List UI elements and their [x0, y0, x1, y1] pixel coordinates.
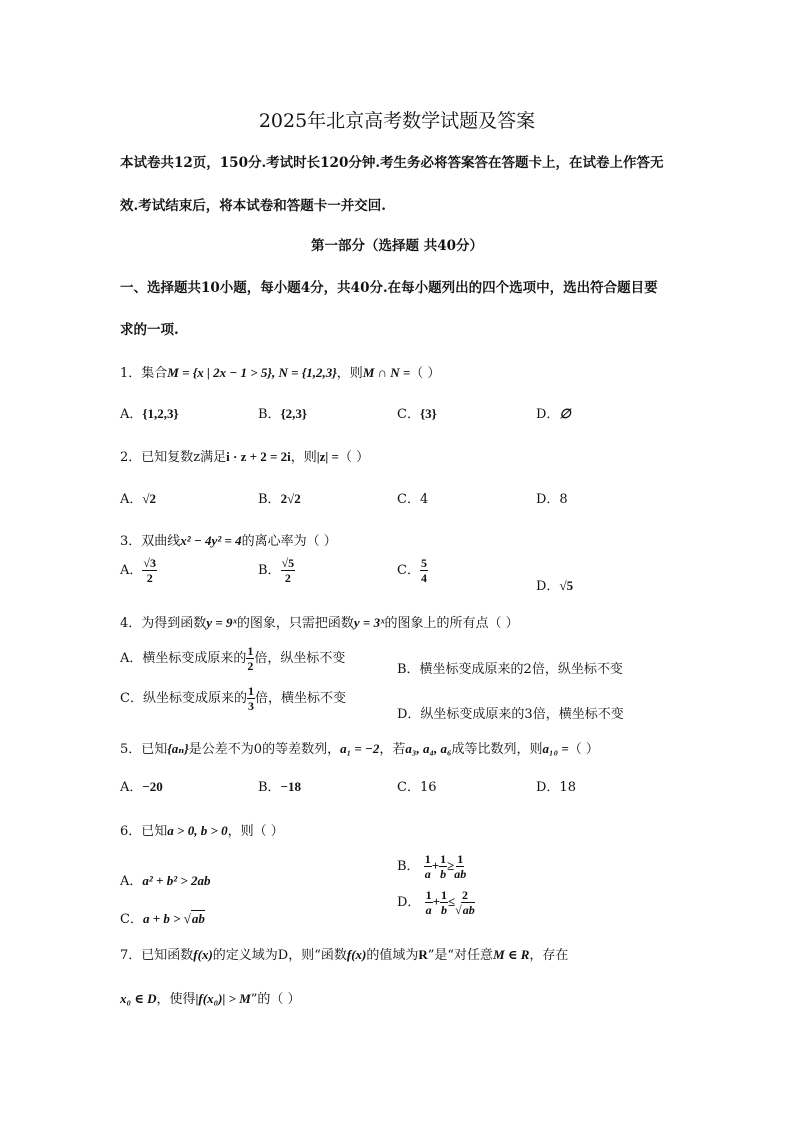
q3-option-d: D．√5: [536, 578, 574, 594]
q2-mid: ，则: [290, 450, 317, 465]
q5-math3: a₃, a₄, a₆: [405, 741, 452, 756]
q1-option-a: A．{1,2,3}: [120, 406, 179, 422]
section-instruction-2: 求的一项.: [120, 322, 179, 338]
q4-option-d: D．纵坐标变成原来的3倍，横坐标不变: [397, 707, 624, 722]
q6-math: a > 0, b > 0: [167, 823, 228, 838]
q3-option-b: B． $\frac{√5}{2}$: [258, 556, 295, 585]
question-3: [120, 530, 337, 549]
question-1: [120, 362, 440, 381]
q5-math4: a₁₀ =: [542, 741, 569, 756]
q7-math3: R: [418, 947, 428, 962]
question-2: [120, 446, 369, 465]
q2-math2: |z| =: [316, 449, 339, 464]
q5-math2: a₁ = −2: [340, 741, 380, 756]
q2-option-d: D．8: [536, 492, 568, 507]
question-6: 6．已知a > 0, b > 0，则（ ）: [120, 823, 284, 839]
q7-line2-math2: |f(x₀)| > M: [195, 991, 251, 1006]
q3-option-a: A． $\frac{√3}{2}$: [120, 556, 156, 585]
q3-math: x² − 4y² = 4: [180, 533, 242, 548]
q5-option-d: D．18: [536, 780, 576, 795]
q4-option-a: A．横坐标变成原来的 $\frac{1}{2}$ 倍，纵坐标不变: [120, 644, 346, 673]
q5-math: {aₙ}: [167, 741, 189, 756]
q4-option-c: C．纵坐标变成原来的 $\frac{1}{3}$ 倍，横坐标不变: [120, 684, 346, 713]
q2-option-a: A．√2: [120, 491, 157, 507]
q2-suffix: （ ）: [338, 450, 370, 465]
q1-prefix: 1．集合: [120, 366, 168, 381]
q5-option-c: C．16: [397, 780, 437, 795]
q1-suffix: （ ）: [410, 366, 441, 381]
q4-math2: y = 3ˣ: [353, 615, 385, 630]
question-5: 5．已知{aₙ}是公差不为0的等差数列，a₁ = −2，若a₃, a₄, a₆成等比数列，则a₁₀ =（ ）: [120, 741, 599, 757]
q1-math: M = {x | 2x − 1 > 5}, N = {1,2,3}: [167, 365, 337, 380]
q1-option-d: D．∅: [536, 406, 571, 422]
part-heading: 第一部分（选择题 共40分）: [311, 238, 483, 254]
intro-line-2: 效.考试结束后，将本试卷和答题卡一并交回.: [120, 198, 386, 214]
q6-option-d: D． $\frac{1}{a}$ + $\frac{1}{b}$ ≤ $\frac{2}{√ab}$: [397, 888, 475, 917]
question-7: 7．已知函数f(x)的定义域为D，则“函数f(x)的值域为R”是“对任意M ∈ R，存在: [120, 947, 569, 963]
section-instruction-1: 一、选择题共10小题，每小题4分，共40分.在每小题列出的四个选项中，选出符合题目要: [120, 280, 658, 296]
q2-prefix: 2．已知复数z满足: [120, 450, 227, 465]
q6-option-a: A．a² + b² > 2ab: [120, 873, 211, 889]
intro-line-1: 本试卷共12页，150分.考试时长120分钟.考生务必将答案答在答题卡上，在试卷上作答无: [120, 155, 664, 171]
q4-prefix: 4．为得到函数: [120, 616, 207, 631]
page-title: 2025年北京高考数学试题及答案: [258, 110, 536, 132]
q5-option-b: B．−18: [258, 779, 301, 795]
q6-option-c: C．a + b > √ab: [120, 911, 205, 927]
q1-option-b: B．{2,3}: [258, 406, 308, 422]
q5-option-a: A．−20: [120, 779, 163, 795]
q4-option-b: B．横坐标变成原来的2倍，纵坐标不变: [397, 662, 623, 677]
q1-option-c: C．{3}: [397, 406, 437, 422]
q4-math: y = 9ˣ: [206, 615, 237, 630]
q3-option-c: C． $\frac{5}{4}$: [397, 556, 427, 585]
q4-mid: 的图象，只需把函数: [236, 616, 354, 631]
q2-math: i · z + 2 = 2i: [226, 449, 291, 464]
q7-math: f(x): [193, 947, 213, 962]
q6-option-b: B． $\frac{1}{a}$ + $\frac{1}{b}$ ≥ $\frac{1}{ab}$: [397, 852, 467, 881]
q7-line2-math: x₀ ∈ D: [120, 991, 157, 1006]
q4-suffix: 的图象上的所有点（ ）: [384, 616, 519, 631]
question-7-line-2: x₀ ∈ D，使得|f(x₀)| > M”的（ ）: [120, 991, 301, 1007]
q1-mid: ，则: [336, 366, 363, 381]
q2-option-c: C．4: [397, 492, 429, 507]
q2-option-b: B．2√2: [258, 491, 301, 507]
question-4: [120, 612, 519, 631]
q3-suffix: 的离心率为（ ）: [241, 534, 337, 549]
q7-math2: f(x): [346, 947, 367, 962]
q7-math4: M ∈ R: [493, 947, 530, 962]
q3-prefix: 3．双曲线: [120, 534, 181, 549]
q1-math2: M ∩ N =: [362, 365, 411, 380]
